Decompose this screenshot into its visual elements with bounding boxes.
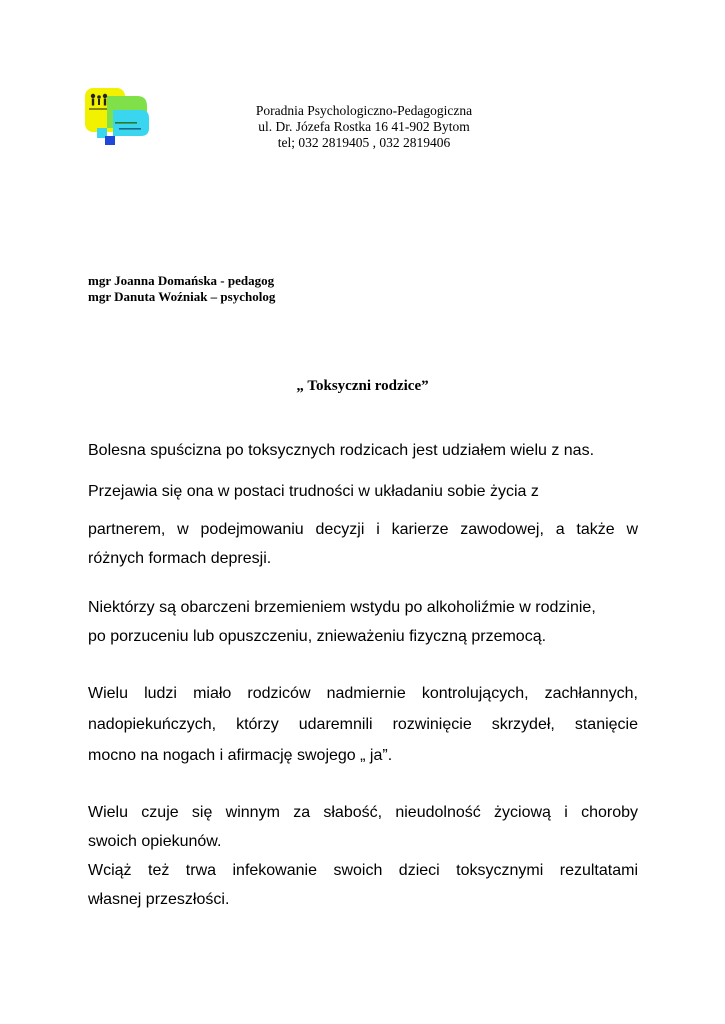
paragraph-4-end [88, 746, 638, 765]
clinic-logo-icon [85, 88, 149, 148]
paragraph-6 [88, 861, 638, 880]
authors-block [88, 273, 275, 305]
paragraph-line: partnerem, w podejmowaniu decyzji i karierze zawodowej, a także w [88, 521, 638, 538]
author-line: mgr Joanna Domańska - pedagog [88, 273, 275, 288]
institution-address: ul. Dr. Józefa Rostka 16 41-902 Bytom [258, 119, 470, 134]
paragraph-line: własnej przeszłości. [88, 891, 230, 908]
paragraph-line: swoich opiekunów. [88, 833, 222, 850]
institution-phone: tel; 032 2819405 , 032 2819406 [277, 135, 451, 150]
paragraph-2-end [88, 549, 638, 568]
paragraph-6-end [88, 890, 638, 909]
paragraph-3 [88, 598, 638, 617]
paragraph-5 [88, 803, 638, 822]
paragraph-2 [88, 482, 638, 501]
paragraph-line: Wielu ludzi miało rodziców nadmiernie kontrolujących, zachłannych, [88, 685, 638, 702]
institution-header [200, 103, 528, 151]
paragraph-line: Bolesna spuścizna po toksycznych rodzicach jest udziałem wielu z nas. [88, 442, 595, 459]
paragraph-line: Niektórzy są obarczeni brzemieniem wstydu po alkoholiźmie w rodzinie, [88, 599, 596, 616]
paragraph-line: Wciąż też trwa infekowanie swoich dzieci toksycznymi rezultatami [88, 862, 638, 879]
document-title: „ Toksyczni rodzice” [296, 378, 429, 394]
paragraph-line: Wielu czuje się winnym za słabość, nieudolność życiową i choroby [88, 804, 638, 821]
paragraph-5-end [88, 832, 638, 851]
paragraph-2-cont [88, 520, 638, 539]
institution-name: Poradnia Psychologiczno-Pedagogiczna [255, 103, 473, 118]
paragraph-line: po porzuceniu lub opuszczeniu, znieważeniu fizyczną przemocą. [88, 628, 547, 645]
paragraph-line: Przejawia się ona w postaci trudności w układaniu sobie życia z [88, 483, 539, 500]
paragraph-3-end [88, 627, 638, 646]
paragraph-4 [88, 684, 638, 703]
author-line: mgr Danuta Woźniak – psycholog [88, 289, 276, 304]
paragraph-line: nadopiekuńczych, którzy udaremnili rozwinięcie skrzydeł, stanięcie [88, 716, 638, 733]
paragraph-4-cont [88, 715, 638, 734]
paragraph-1 [88, 441, 638, 460]
paragraph-line: różnych formach depresji. [88, 550, 272, 567]
paragraph-line: mocno na nogach i afirmację swojego „ ja”. [88, 747, 393, 764]
